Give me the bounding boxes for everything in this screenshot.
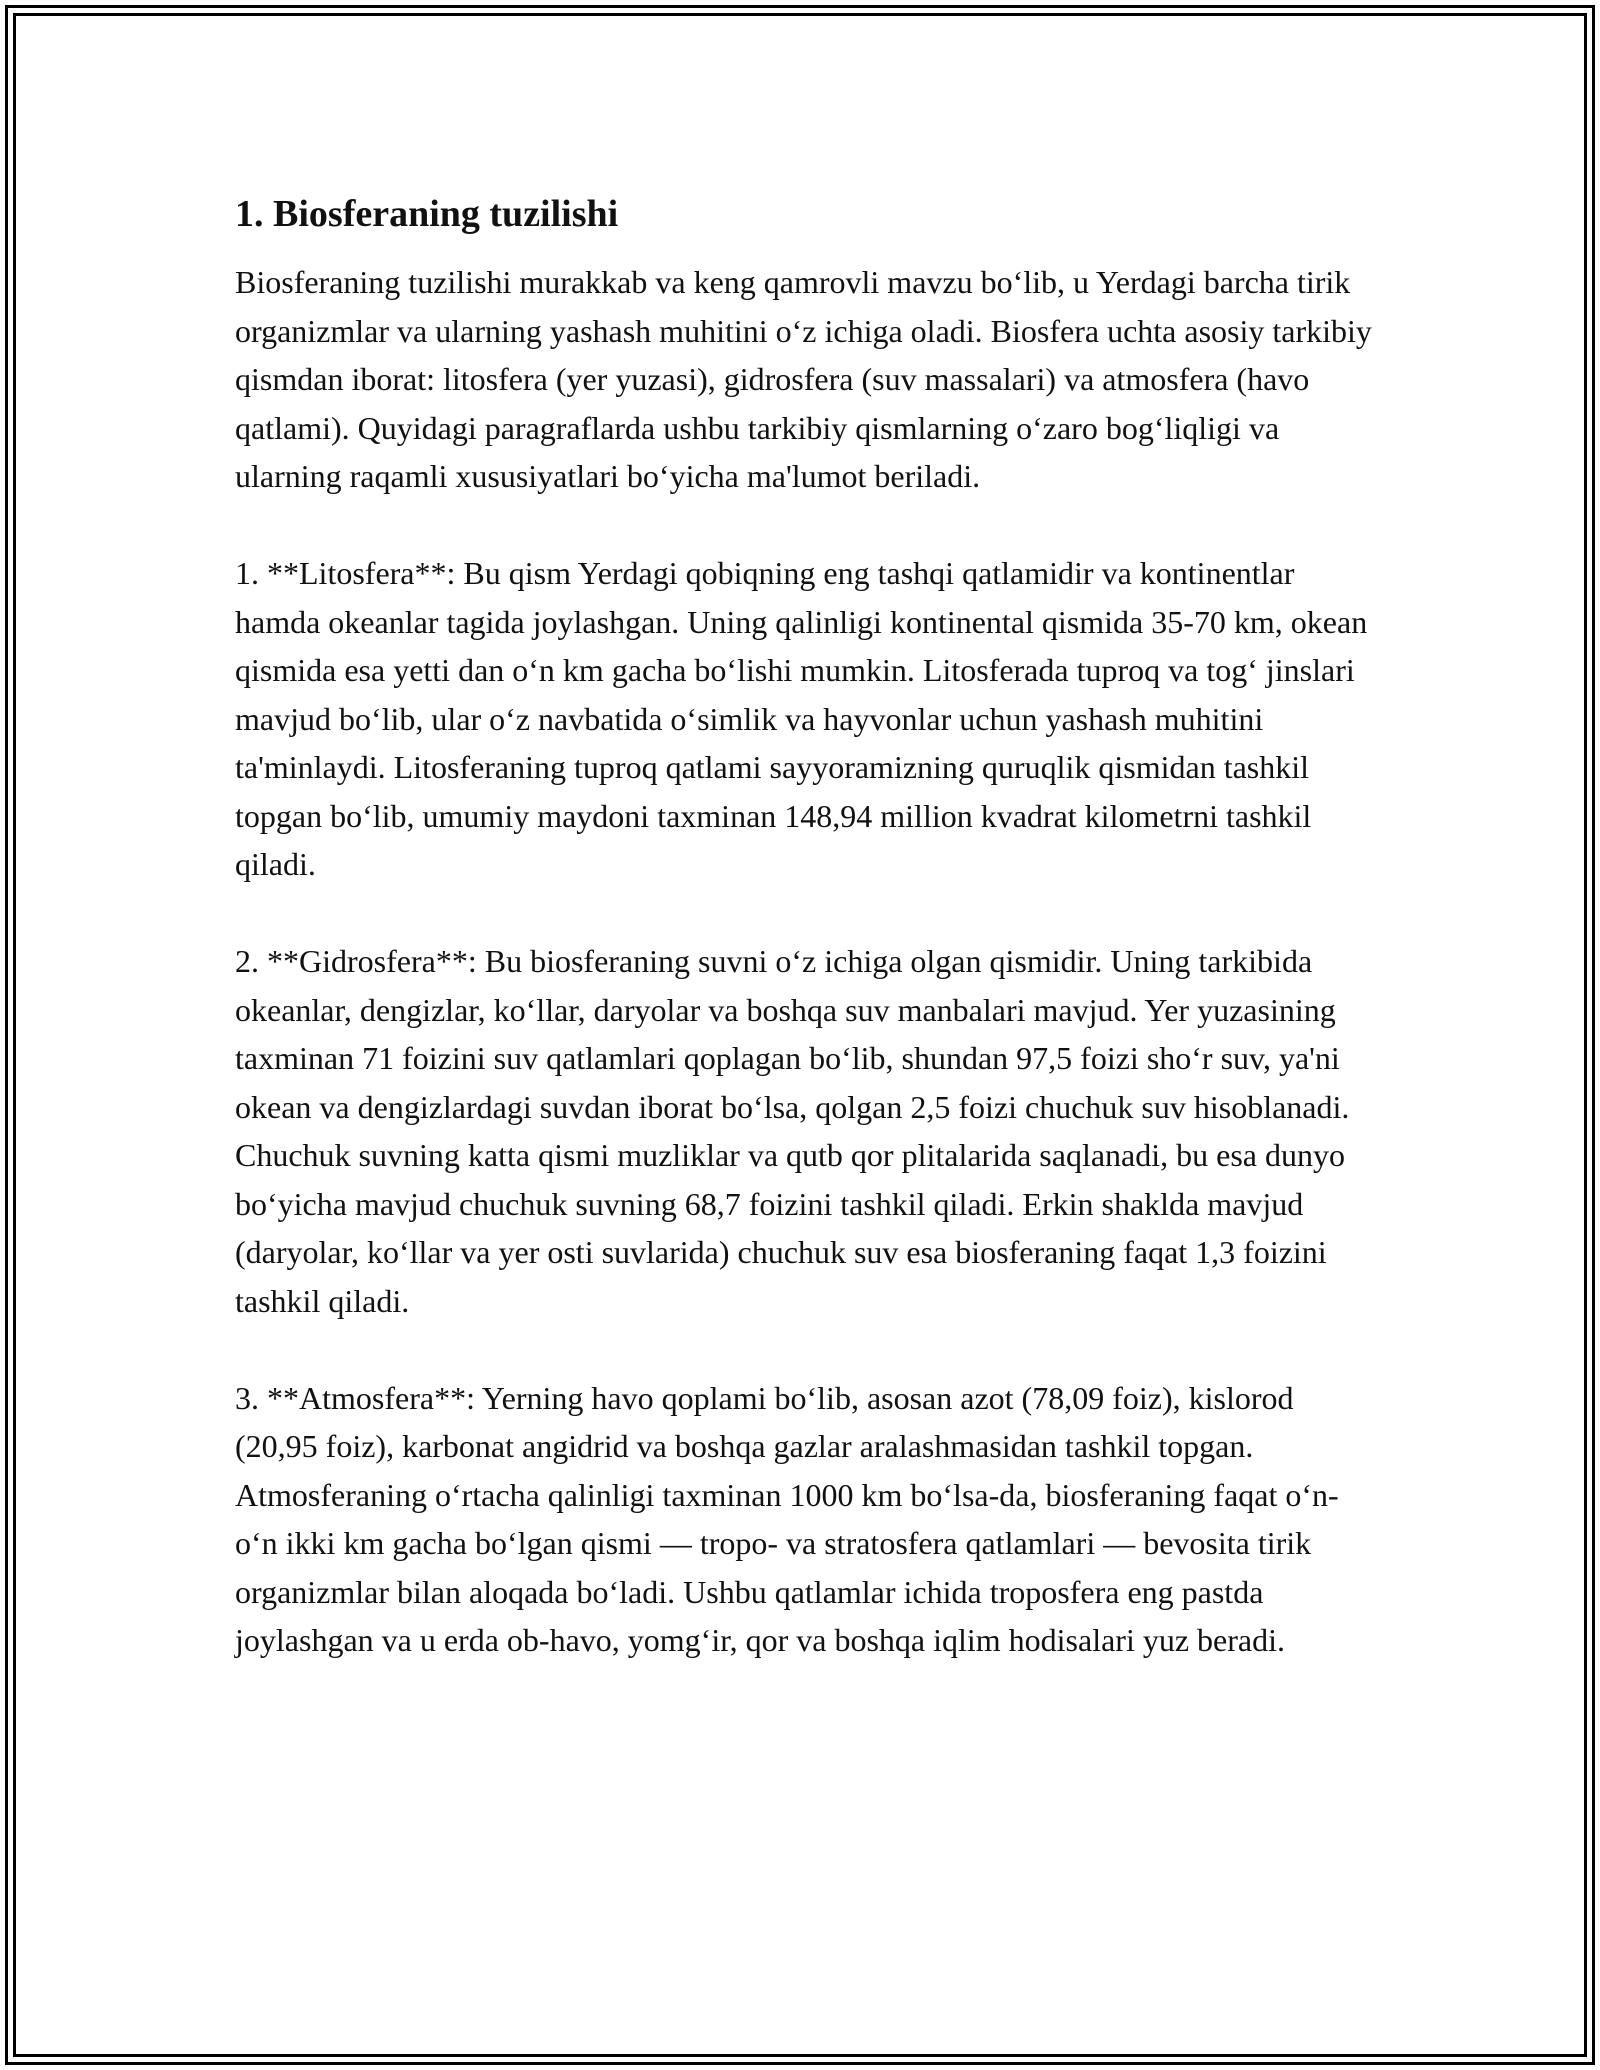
- paragraph-gidrosfera: 2. **Gidrosfera**: Bu biosferaning suvni o‘z ichiga olgan qismidir. Uning tarkibida okeanlar, dengizlar, ko‘llar, daryolar va boshqa suv manbalari mavjud. Yer yuzasining taxminan 71 foizini suv qatlamlari qoplagan bo‘lib, shundan 97,5 foizi sho‘r suv, ya'ni okean va dengizlardagi suvdan iborat bo‘lsa, qolgan 2,5 foizi chuchuk suv hisoblanadi. Chuchuk suvning katta qismi muzliklar va qutb qor plitalarida saqlanadi, bu esa dunyo bo‘yicha mavjud chuchuk suvning 68,7 foizini tashkil qiladi. Erkin shaklda mavjud (daryolar, ko‘llar va yer osti suvlarida) chuchuk suv esa biosferaning faqat 1,3 foizini tashkil qiladi.: [235, 943, 1350, 1319]
- paragraph-litosfera: 1. **Litosfera**: Bu qism Yerdagi qobiqning eng tashqi qatlamidir va kontinentlar hamda okeanlar tagida joylashgan. Uning qalinligi kontinental qismida 35-70 km, okean qismida esa yetti dan o‘n km gacha bo‘lishi mumkin. Litosferada tuproq va tog‘ jinslari mavjud bo‘lib, ular o‘z navbatida o‘simlik va hayvonlar uchun yashash muhitini ta'minlaydi. Litosferaning tuproq qatlami sayyoramizning quruqlik qismidan tashkil topgan bo‘lib, umumiy maydoni taxminan 148,94 million kvadrat kilometrni tashkil qiladi.: [235, 555, 1368, 882]
- document-title: 1. Biosferaning tuzilishi: [235, 193, 619, 235]
- document-body: [235, 188, 1375, 1665]
- paragraph-atmosfera: 3. **Atmosfera**: Yerning havo qoplami bo‘lib, asosan azot (78,09 foiz), kislorod (20,95 foiz), karbonat angidrid va boshqa gazlar aralashmasidan tashkil topgan. Atmosferaning o‘rtacha qalinligi taxminan 1000 km bo‘lsa-da, biosferaning faqat o‘n-o‘n ikki km gacha bo‘lgan qismi — tropo- va stratosfera qatlamlari — bevosita tirik organizmlar bilan aloqada bo‘ladi. Ushbu qatlamlar ichida troposfera eng pastda joylashgan va u erda ob-havo, yomg‘ir, qor va boshqa iqlim hodisalari yuz beradi.: [235, 1379, 1339, 1658]
- paragraph-intro: Biosferaning tuzilishi murakkab va keng qamrovli mavzu bo‘lib, u Yerdagi barcha tirik organizmlar va ularning yashash muhitini o‘z ichiga oladi. Biosfera uchta asosiy tarkibiy qismdan iborat: litosfera (yer yuzasi), gidrosfera (suv massalari) va atmosfera (havo qatlami). Quyidagi paragraflarda ushbu tarkibiy qismlarning o‘zaro bog‘liqligi va ularning raqamli xususiyatlari bo‘yicha ma'lumot beriladi.: [235, 264, 1372, 494]
